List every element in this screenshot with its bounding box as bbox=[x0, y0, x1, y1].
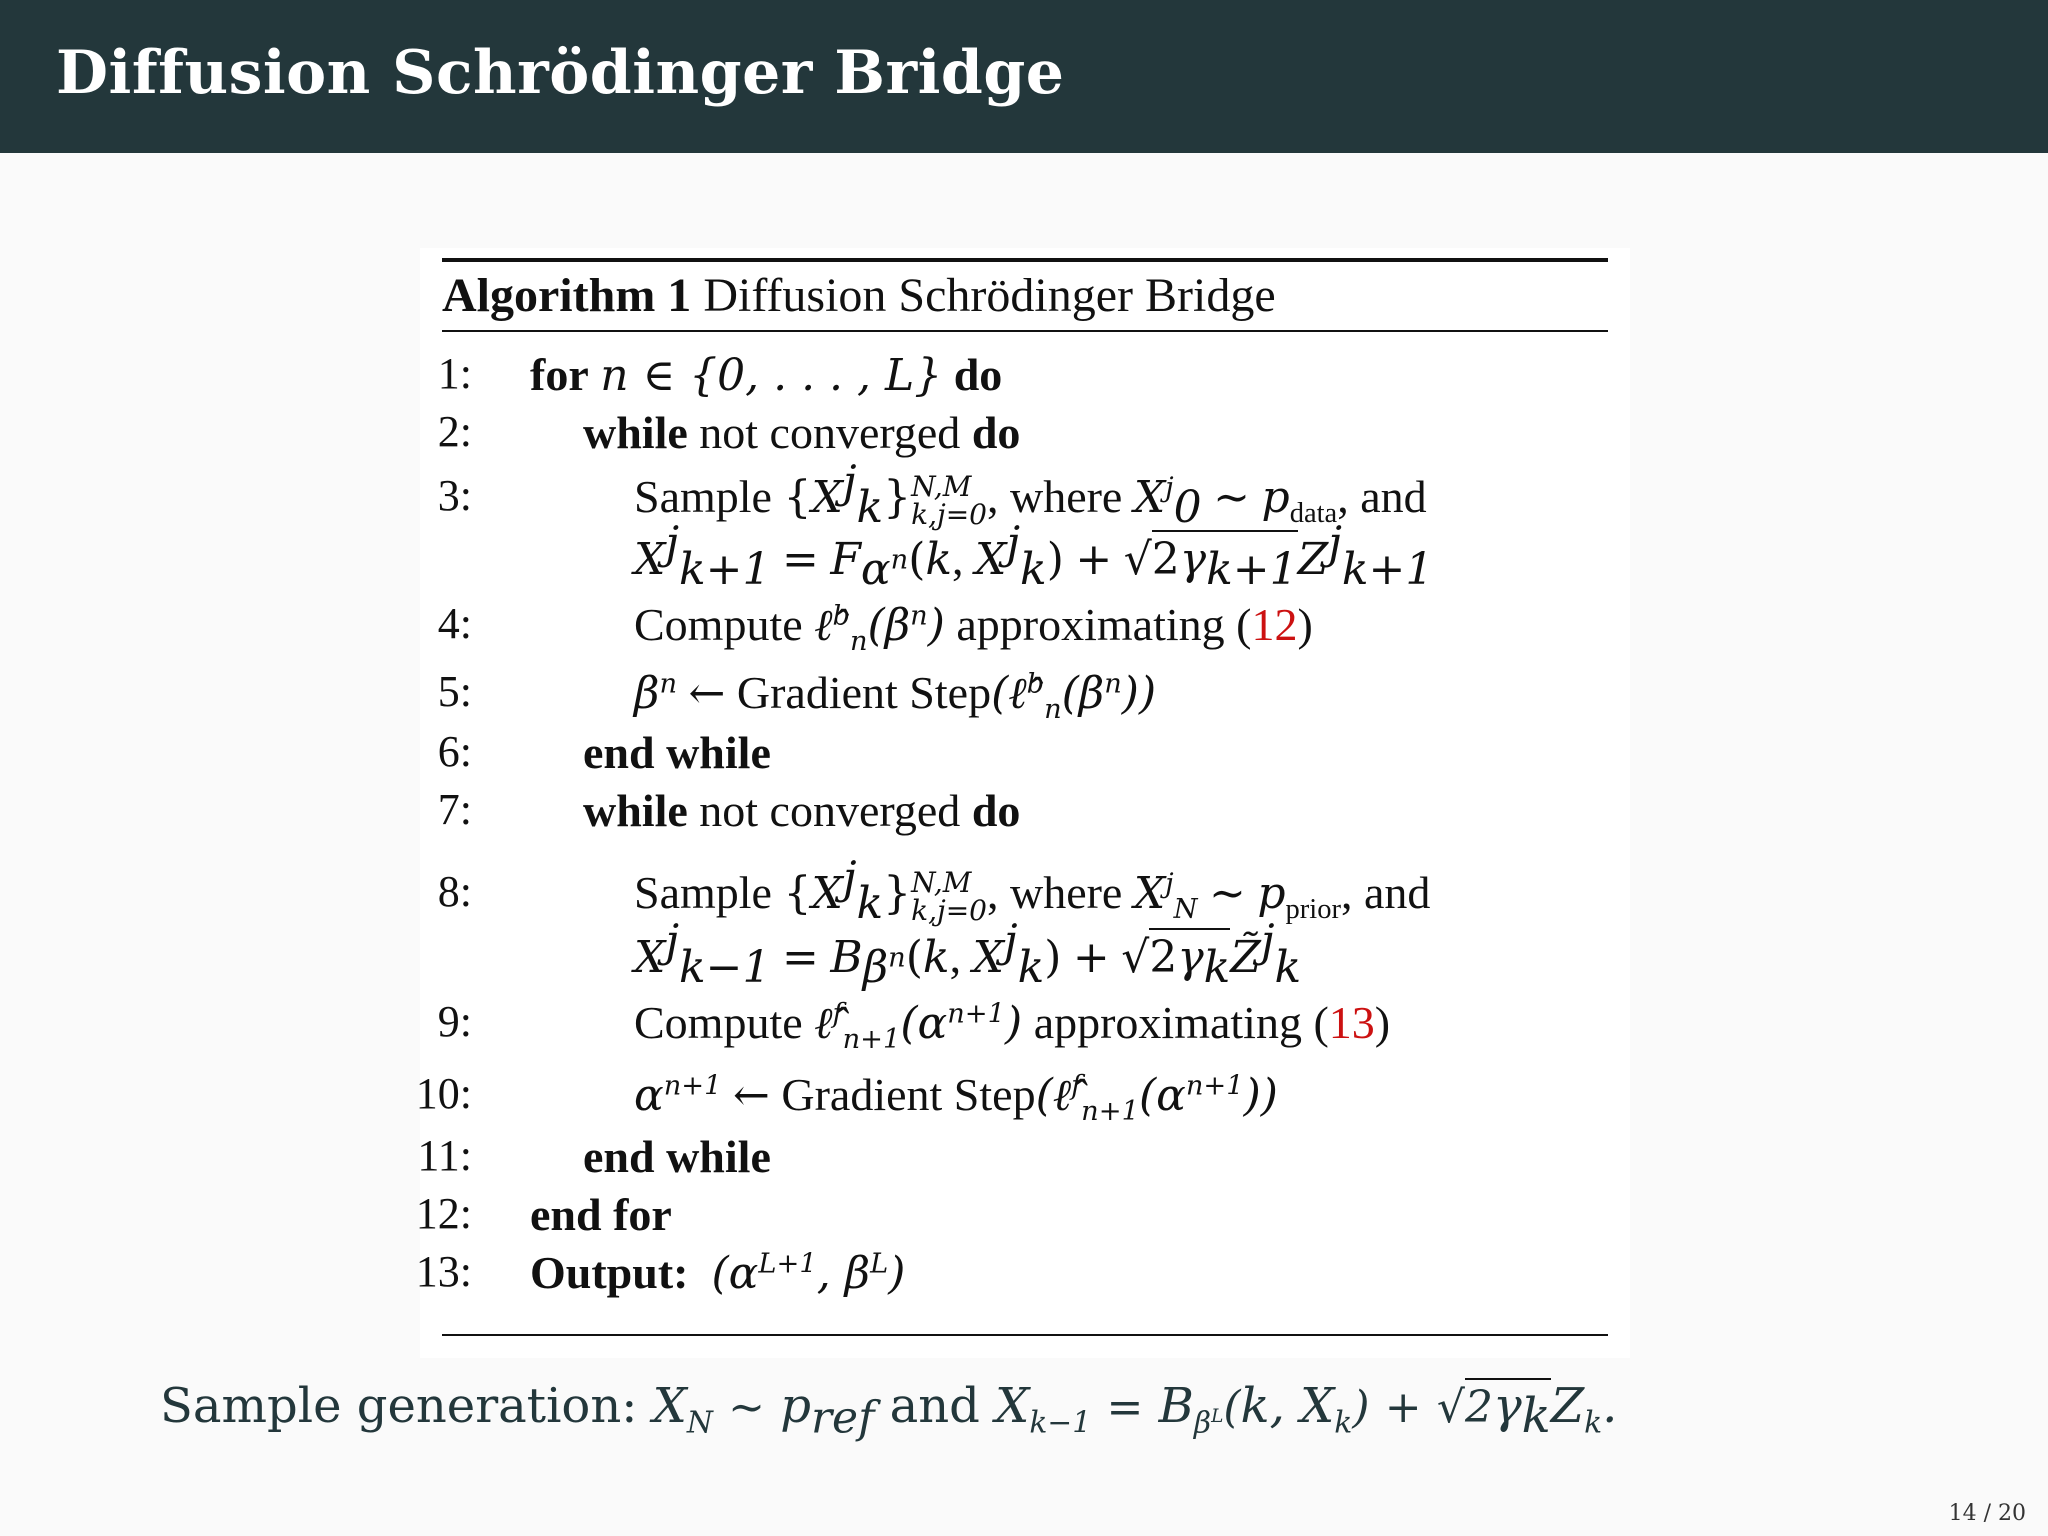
dist-sub: data bbox=[1289, 498, 1338, 530]
algo-line-3b bbox=[420, 517, 1620, 596]
line-content bbox=[530, 348, 1002, 401]
sample-set-math: $\{X^j_k\}$ bbox=[783, 852, 912, 929]
x-var: X bbox=[634, 534, 666, 585]
algorithm-box bbox=[415, 248, 1630, 1358]
algo-line-8 bbox=[420, 852, 1620, 929]
line-content bbox=[634, 852, 1431, 929]
algo-line-11 bbox=[417, 1130, 1620, 1186]
line-number: 12: bbox=[415, 1189, 472, 1238]
line-content bbox=[583, 784, 1020, 837]
xn-dist-math: $X_N$ ∼ $p_{ref}$ bbox=[652, 1378, 875, 1444]
algo-line-13 bbox=[415, 1246, 1620, 1302]
line-content bbox=[634, 666, 1157, 725]
gradient-step-word: Gradient Step bbox=[736, 667, 992, 718]
assign-arrow: ← bbox=[732, 1070, 770, 1121]
title-bar bbox=[0, 0, 2048, 153]
dist-p: p bbox=[1261, 472, 1290, 523]
page-number: 14 / 20 bbox=[1948, 1501, 2026, 1526]
loss-f-math: $\ell̂^f_{n+1}(\alpha^{n+1})$ bbox=[814, 998, 1023, 1055]
line-number: 11: bbox=[417, 1131, 472, 1180]
algorithm-title: Diffusion Schrödinger Bridge bbox=[703, 269, 1276, 322]
tilde-symbol: ∼ bbox=[1213, 472, 1251, 523]
line-number: 7: bbox=[437, 785, 472, 834]
line-number: 3: bbox=[437, 471, 472, 520]
assign-arrow: ← bbox=[688, 668, 726, 719]
compute-word: Compute bbox=[634, 997, 803, 1048]
keyword-end-while: end while bbox=[583, 727, 771, 778]
backward-update-math: $X^j_{k-1} = B_{\beta^n}(k$, $X^j_k$) + $√2\gamma_kZ̃^j_k$ bbox=[634, 915, 1302, 994]
loop-range: n ∈ {0, . . . , L} bbox=[600, 350, 943, 401]
line-content: Compute $\ell̂^b_n(\beta^n)$ approximating (12) bbox=[634, 599, 1313, 657]
line-content bbox=[583, 406, 1020, 459]
algo-line-10 bbox=[415, 1068, 1620, 1127]
approximating-text: approximating bbox=[956, 599, 1225, 650]
output-tuple: ($\alpha^{L+1}$, $\beta^L$) bbox=[711, 1248, 906, 1299]
generation-update-math: $X_{k-1} = B_{\beta^L}(k$, $X_k) + √2\gamma_kZ_k$. bbox=[995, 1378, 1618, 1444]
xn-math: $X^j_N$ bbox=[1133, 868, 1198, 925]
line-content bbox=[530, 1246, 905, 1299]
and-text: , and bbox=[1337, 471, 1427, 522]
algo-line-1 bbox=[420, 348, 1620, 404]
where-text: , where bbox=[986, 867, 1123, 918]
sample-word: Sample bbox=[634, 867, 772, 918]
line-number: 4: bbox=[437, 599, 472, 648]
x-var: X bbox=[634, 932, 666, 983]
algo-line-6 bbox=[420, 726, 1620, 782]
line-number: 6: bbox=[437, 727, 472, 776]
algo-line-12 bbox=[415, 1188, 1620, 1244]
line-number: 9: bbox=[437, 997, 472, 1046]
line-number: 13: bbox=[415, 1247, 472, 1296]
sample-set-math: $\{X^j_k\}$ bbox=[783, 456, 912, 533]
where-text: , where bbox=[986, 471, 1123, 522]
and-text: , and bbox=[1340, 867, 1431, 918]
x0-math: $X^j_0$ bbox=[1133, 472, 1202, 533]
caption-rule bbox=[442, 330, 1608, 332]
line-number: 1: bbox=[437, 349, 472, 398]
top-rule bbox=[442, 258, 1608, 262]
line-content bbox=[634, 1068, 1278, 1127]
keyword-for: for bbox=[530, 349, 589, 400]
sample-generation-text bbox=[160, 1378, 1618, 1444]
forward-update-math: $X^j_{k+1} = F_{\alpha^n}(k$, $X^j_k) + √2\gamma_{k+1}Z^j_{k+1}$ bbox=[634, 517, 1434, 596]
keyword-while: while bbox=[583, 785, 688, 836]
gradient-arg-math: $(\ell̂^f_{n+1}(\alpha^{n+1}))$ bbox=[1035, 1070, 1278, 1127]
beta-var: $\beta^n$ bbox=[634, 668, 677, 719]
algo-line-4 bbox=[420, 598, 1620, 657]
algo-line-8b bbox=[420, 915, 1620, 994]
gradient-arg-math: $(\ell̂^b_n(\beta^n))$ bbox=[991, 668, 1157, 725]
line-number: 5: bbox=[437, 667, 472, 716]
gradient-step-word: Gradient Step bbox=[781, 1069, 1036, 1120]
bottom-rule bbox=[442, 1334, 1608, 1336]
line-number: 10: bbox=[415, 1069, 472, 1118]
algo-line-5 bbox=[420, 666, 1620, 725]
algorithm-label: Algorithm 1 bbox=[442, 269, 692, 322]
algo-line-7 bbox=[420, 784, 1620, 840]
approximating-text: approximating bbox=[1033, 997, 1302, 1048]
line-content bbox=[634, 456, 1427, 533]
line-content: Compute $\ell̂^f_{n+1}(\alpha^{n+1})$ approximating (13) bbox=[634, 997, 1391, 1055]
keyword-while: while bbox=[583, 407, 688, 458]
keyword-do: do bbox=[971, 785, 1021, 836]
algo-line-2 bbox=[420, 406, 1620, 462]
compute-word: Compute bbox=[634, 599, 803, 650]
condition-text: not converged bbox=[699, 407, 961, 458]
keyword-output: Output: bbox=[530, 1247, 689, 1298]
condition-text: not converged bbox=[699, 785, 961, 836]
keyword-end-for: end for bbox=[530, 1189, 672, 1240]
sample-word: Sample bbox=[634, 471, 772, 522]
dist-sub: prior bbox=[1285, 894, 1341, 926]
sample-generation-label: Sample generation: bbox=[160, 1378, 638, 1434]
line-number: 2: bbox=[437, 407, 472, 456]
tilde-symbol: ∼ bbox=[1209, 868, 1246, 919]
alpha-var: $\alpha^{n+1}$ bbox=[634, 1070, 722, 1121]
slide-title: Diffusion Schrödinger Bridge bbox=[56, 38, 1065, 108]
and-word: and bbox=[889, 1378, 980, 1434]
keyword-end-while: end while bbox=[583, 1131, 771, 1182]
set-index: N,M k,j=0 bbox=[911, 470, 987, 532]
algorithm-caption bbox=[442, 268, 1276, 323]
keyword-do: do bbox=[953, 349, 1003, 400]
keyword-do: do bbox=[971, 407, 1021, 458]
loss-b-math: $\ell̂^b_n(\beta^n)$ bbox=[814, 600, 945, 657]
set-index: N,M k,j=0 bbox=[911, 866, 987, 928]
dist-p: p bbox=[1257, 868, 1286, 919]
line-number: 8: bbox=[437, 867, 472, 916]
equation-ref-12[interactable]: 12 bbox=[1251, 599, 1298, 650]
equation-ref-13[interactable]: 13 bbox=[1328, 997, 1375, 1048]
algo-line-9 bbox=[420, 996, 1620, 1055]
